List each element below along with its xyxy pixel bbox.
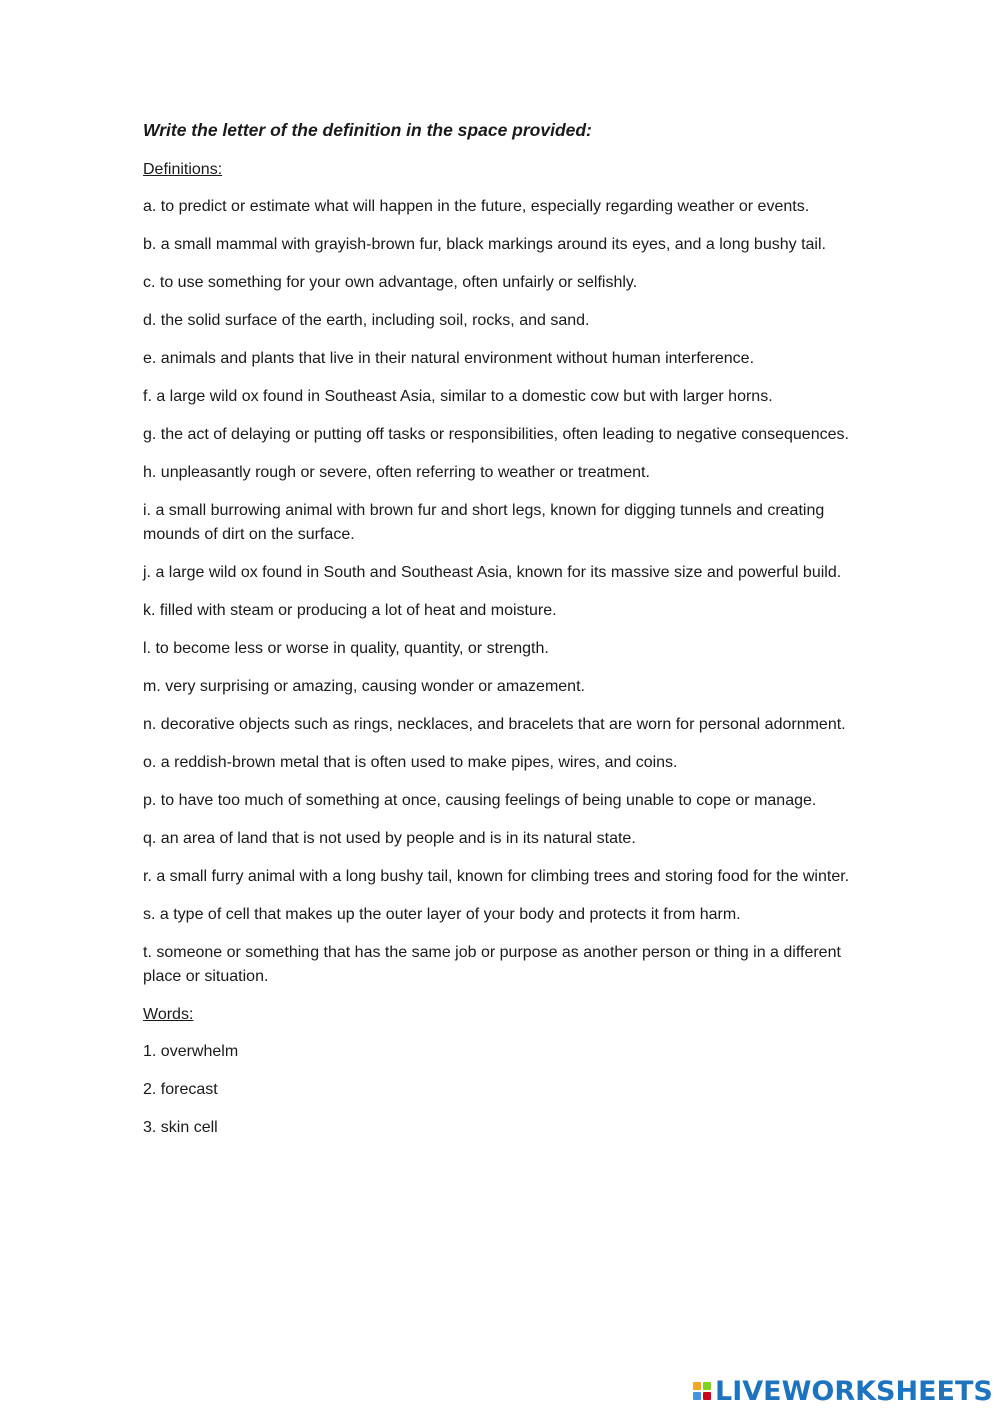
word-item: 1. overwhelm: [143, 1043, 239, 1060]
logo-square: [703, 1392, 711, 1400]
definition-item: a. to predict or estimate what will happen in the future, especially regarding weather or events.: [143, 198, 810, 215]
definition-item: q. an area of land that is not used by people and is in its natural state.: [143, 830, 636, 847]
definition-item: c. to use something for your own advantage, often unfairly or selfishly.: [143, 274, 638, 291]
words-list: [143, 1040, 873, 1140]
word-item: 2. forecast: [143, 1081, 218, 1098]
logo-text: LIVEWORKSHEETS: [715, 1375, 993, 1407]
logo-grid-icon: [693, 1382, 711, 1400]
definition-item: p. to have too much of something at once, causing feelings of being unable to cope or manage.: [143, 792, 817, 809]
logo-square: [693, 1382, 701, 1390]
definitions-list: [143, 195, 873, 989]
definition-item: n. decorative objects such as rings, necklaces, and bracelets that are worn for personal adornment.: [143, 716, 846, 733]
logo-square: [693, 1392, 701, 1400]
definition-item: i. a small burrowing animal with brown fur and short legs, known for digging tunnels and creating mounds of dirt on the surface.: [143, 502, 825, 543]
definition-item: l. to become less or worse in quality, quantity, or strength.: [143, 640, 549, 657]
definition-item: f. a large wild ox found in Southeast Asia, similar to a domestic cow but with larger horns.: [143, 388, 773, 405]
definition-item: o. a reddish-brown metal that is often used to make pipes, wires, and coins.: [143, 754, 678, 771]
definition-item: t. someone or something that has the same job or purpose as another person or thing in a different place or situation.: [143, 944, 841, 985]
definition-item: d. the solid surface of the earth, including soil, rocks, and sand.: [143, 312, 590, 329]
definition-item: g. the act of delaying or putting off tasks or responsibilities, often leading to negative consequences.: [143, 426, 849, 443]
definition-item: m. very surprising or amazing, causing wonder or amazement.: [143, 678, 585, 695]
worksheet-page: [143, 118, 873, 1154]
definition-item: j. a large wild ox found in South and Southeast Asia, known for its massive size and powerful build.: [143, 564, 842, 581]
definition-item: r. a small furry animal with a long bushy tail, known for climbing trees and storing food for the winter.: [143, 868, 850, 885]
definitions-heading: Definitions:: [143, 161, 223, 178]
definition-item: s. a type of cell that makes up the outer layer of your body and protects it from harm.: [143, 906, 741, 923]
definition-item: k. filled with steam or producing a lot of heat and moisture.: [143, 602, 557, 619]
word-item: 3. skin cell: [143, 1119, 218, 1136]
liveworksheets-logo: [693, 1374, 993, 1408]
definition-item: b. a small mammal with grayish-brown fur, black markings around its eyes, and a long bushy tail.: [143, 236, 826, 253]
words-heading: Words:: [143, 1006, 194, 1023]
instruction-heading: Write the letter of the definition in the space provided:: [143, 120, 592, 140]
logo-square: [703, 1382, 711, 1390]
definition-item: h. unpleasantly rough or severe, often referring to weather or treatment.: [143, 464, 650, 481]
definition-item: e. animals and plants that live in their natural environment without human interference.: [143, 350, 755, 367]
